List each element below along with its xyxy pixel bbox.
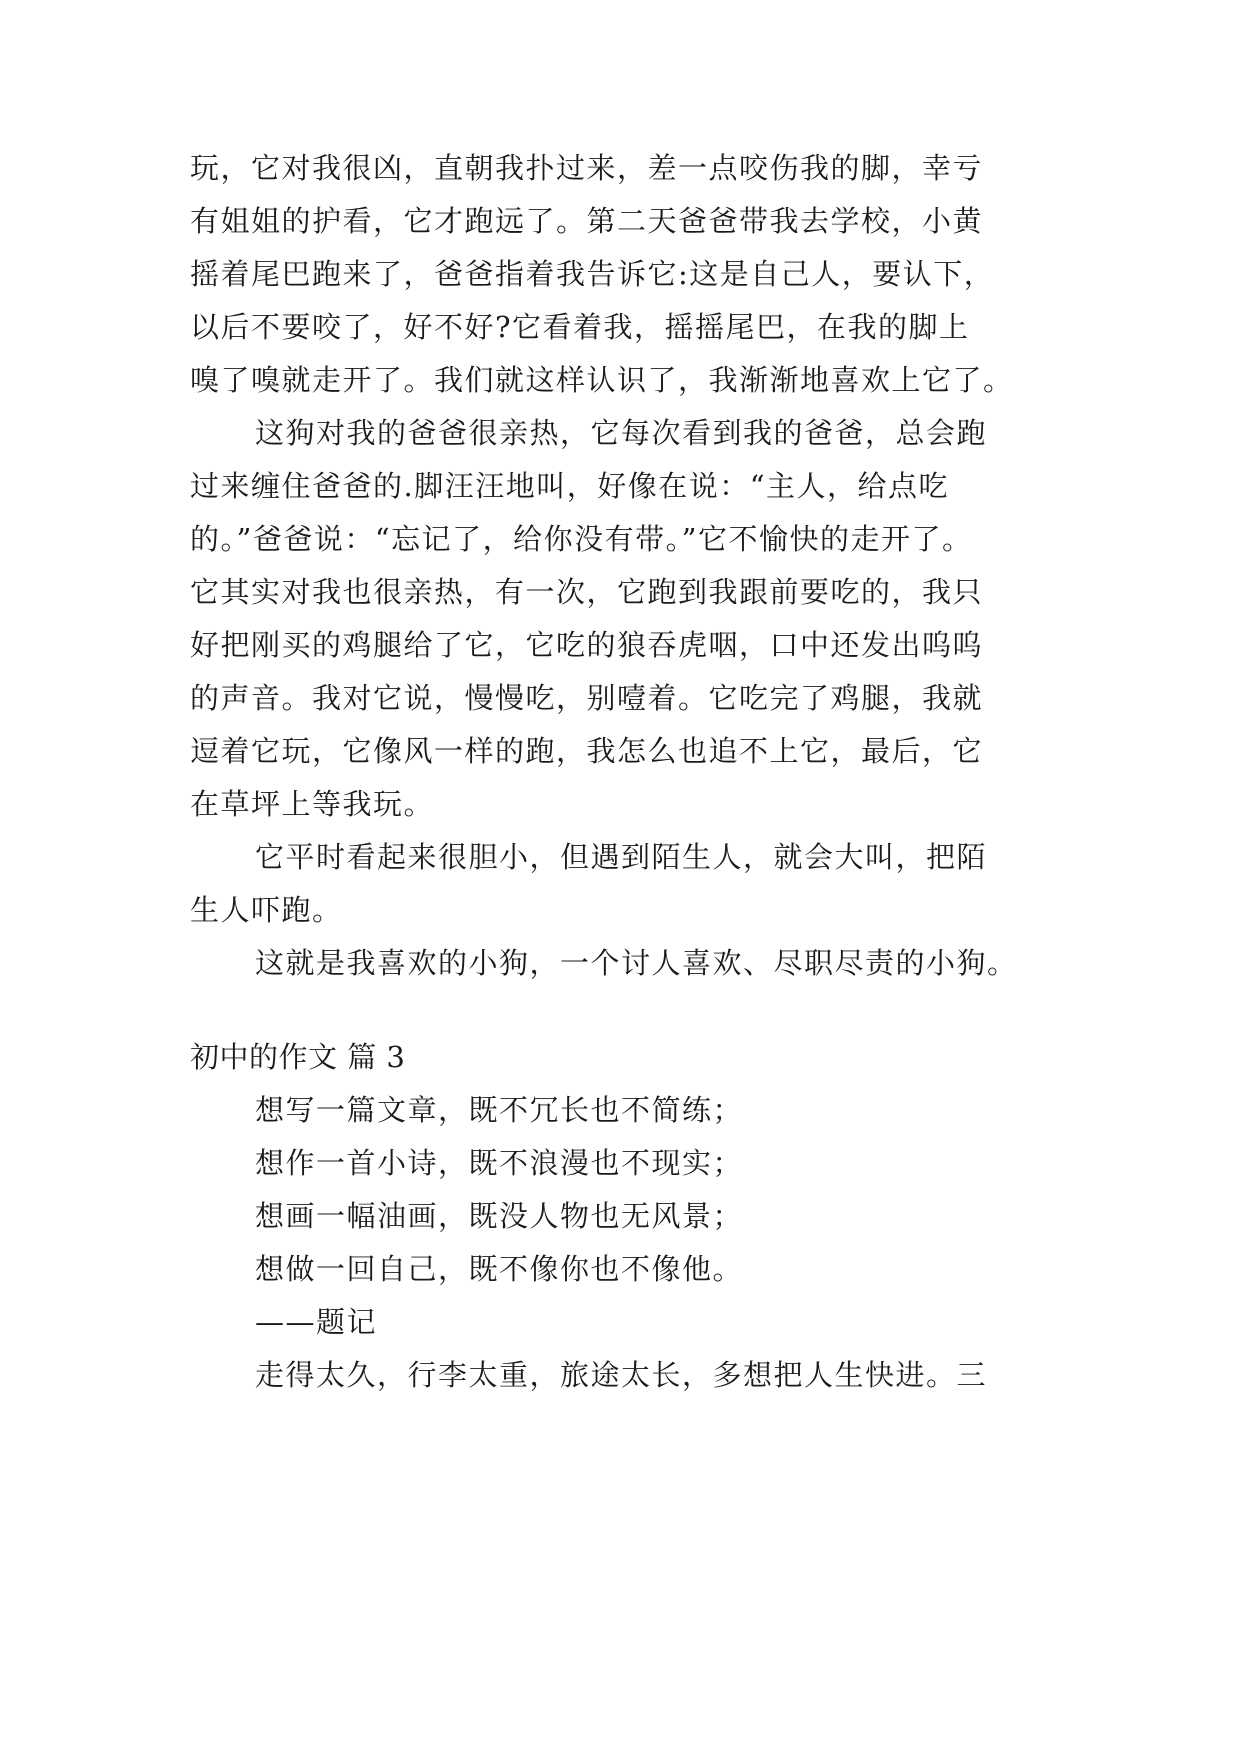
paragraph-line: 它平时看起来很胆小，但遇到陌生人，就会大叫，把陌 <box>255 840 988 874</box>
paragraph-line: 摇着尾巴跑来了，爸爸指着我告诉它:这是自己人，要认下， <box>190 257 995 291</box>
paragraph-line: 它其实对我也很亲热，有一次，它跑到我跟前要吃的，我只 <box>190 575 984 609</box>
poem-line: 想画一幅油画，既没人物也无风景； <box>255 1199 744 1233</box>
paragraph-line: 生人吓跑。 <box>190 893 343 927</box>
paragraph-line: 这狗对我的爸爸很亲热，它每次看到我的爸爸，总会跑 <box>255 416 988 450</box>
paragraph-line: 有姐姐的护看，它才跑远了。第二天爸爸带我去学校，小黄 <box>190 204 984 238</box>
poem-line: 想做一回自己，既不像你也不像他。 <box>255 1252 744 1286</box>
poem-line: 想作一首小诗，既不浪漫也不现实； <box>255 1146 744 1180</box>
poem-line: 想写一篇文章，既不冗长也不简练； <box>255 1093 744 1127</box>
section-title: 初中的作文 篇 3 <box>190 1040 406 1074</box>
paragraph-line: 玩，它对我很凶，直朝我扑过来，差一点咬伤我的脚，幸亏 <box>190 151 984 185</box>
paragraph-line: 在草坪上等我玩。 <box>190 787 435 821</box>
paragraph-line: 的声音。我对它说，慢慢吃，别噎着。它吃完了鸡腿，我就 <box>190 681 984 715</box>
inscription-attribution: ——题记 <box>255 1305 378 1339</box>
paragraph-line: 这就是我喜欢的小狗，一个讨人喜欢、尽职尽责的小狗。 <box>255 946 1018 980</box>
paragraph-line: 的。”爸爸说：“忘记了，给你没有带。”它不愉快的走开了。 <box>190 522 973 556</box>
paragraph-line: 逗着它玩，它像风一样的跑，我怎么也追不上它，最后，它 <box>190 734 984 768</box>
paragraph-line: 过来缠住爸爸的.脚汪汪地叫，好像在说：“主人，给点吃 <box>190 469 950 503</box>
paragraph-line: 走得太久，行李太重，旅途太长，多想把人生快进。三 <box>255 1358 988 1392</box>
paragraph-line: 好把刚买的鸡腿给了它，它吃的狼吞虎咽，口中还发出呜呜 <box>190 628 984 662</box>
paragraph-line: 嗅了嗅就走开了。我们就这样认识了，我渐渐地喜欢上它了。 <box>190 363 1014 397</box>
paragraph-line: 以后不要咬了，好不好?它看着我，摇摇尾巴，在我的脚上 <box>190 310 970 344</box>
